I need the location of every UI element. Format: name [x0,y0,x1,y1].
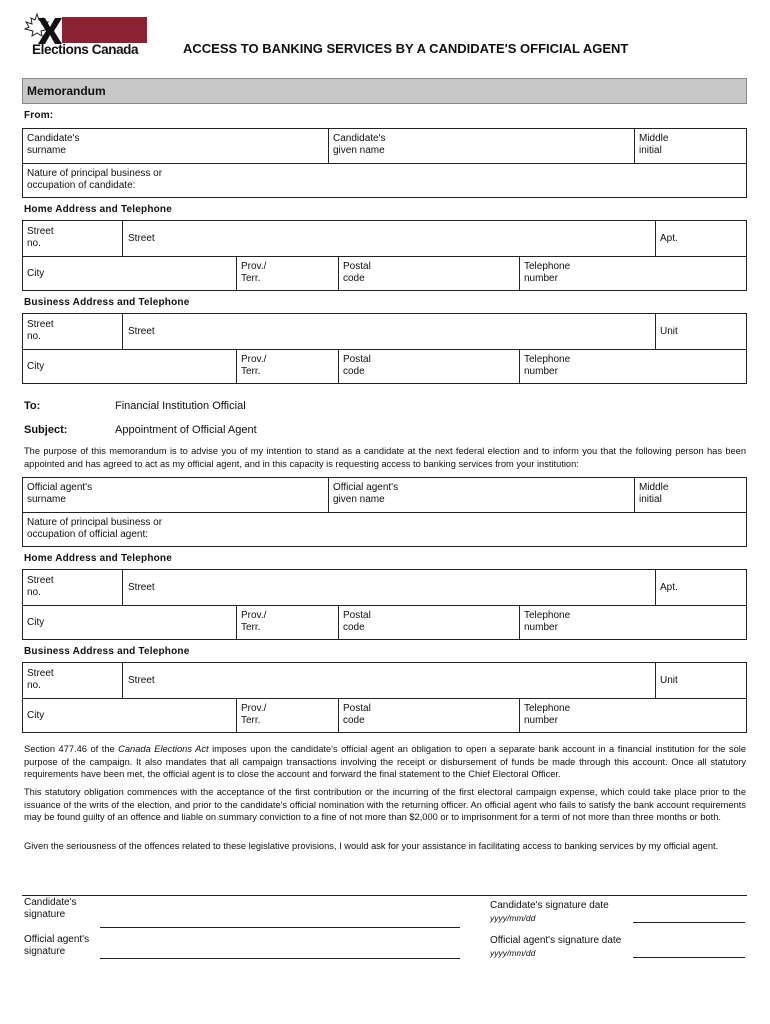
memo-heading: Memorandum [27,84,106,98]
agent-home-prov-field[interactable]: Prov./ Terr. [241,610,267,633]
agent-business-street-field[interactable]: Street [128,675,155,686]
business-prov-field[interactable]: Prov./ Terr. [241,354,267,377]
agent-home-telephone-field[interactable]: Telephone number [524,610,571,633]
purpose-paragraph: The purpose of this memorandum is to advise you of my intention to stand as a candidate at the next federal election and to inform you that the following person has been appointed and has agreed to act as my official agent, and in this capacity is requesting access to banking services from your institution: [24,446,746,469]
logo-brand-bar [62,17,147,43]
candidate-business-address-box [22,313,747,384]
to-label: To: [24,400,41,412]
agent-name-box [22,477,747,547]
candidate-occupation-field[interactable]: Nature of principal business or occupation of candidate: [27,168,163,191]
agent-home-postal-field[interactable]: Postal code [343,610,371,633]
candidate-name-box [22,128,747,198]
agent-business-postal-field[interactable]: Postal code [343,703,371,726]
signature-section-rule [22,895,747,896]
agent-business-telephone-field[interactable]: Telephone number [524,703,571,726]
elections-canada-logo [22,12,152,60]
home-apt-field[interactable]: Apt. [660,233,678,244]
business-unit-field[interactable]: Unit [660,326,678,337]
agent-date-label: Official agent's signature date [490,935,622,946]
agent-signature-label: Official agent's signature [24,934,90,957]
agent-business-city-field[interactable]: City [27,710,45,721]
agent-signature-line[interactable] [100,958,460,959]
memo-band [22,78,747,104]
agent-home-city-field[interactable]: City [27,617,45,628]
home-prov-field[interactable]: Prov./ Terr. [241,261,267,284]
agent-home-street-field[interactable]: Street [128,582,155,593]
candidate-signature-label: Candidate's signature [24,897,77,920]
agent-business-street-no-field[interactable]: Street no. [27,668,54,691]
act-name: Canada Elections Act [118,744,209,754]
business-telephone-field[interactable]: Telephone number [524,354,571,377]
agent-business-address-box [22,662,747,733]
agent-home-street-no-field[interactable]: Street no. [27,575,54,598]
candidate-date-label: Candidate's signature date [490,900,609,911]
page-title: ACCESS TO BANKING SERVICES BY A CANDIDATE'S OFFICIAL AGENT [183,41,629,56]
agent-date-format: yyyy/mm/dd [490,948,536,958]
agent-business-prov-field[interactable]: Prov./ Terr. [241,703,267,726]
seriousness-paragraph: Given the seriousness of the offences related to these legislative provisions, I would ask for your assistance in facilitating access to banking services by my official agent. [24,841,719,851]
candidate-surname-field[interactable]: Candidate's surname [27,133,80,156]
agent-signature-date-field[interactable] [633,957,745,958]
from-label: From: [24,110,54,121]
candidate-middle-initial-field[interactable]: Middle initial [639,133,669,156]
obligation-paragraph: This statutory obligation commences with the acceptance of the first contribution or the incurring of the first electoral campaign expense, which could take place prior to the issuance of the writs of the election, and prior to the candidate's official nomination with the returning officer. An official agent who fails to satisfy the bank account requirements may be found guilty of an offence and liable on summary conviction to a fine of not more than $2,000 or to imprisonment for a term of not more than three months or both. [24,787,746,822]
home-city-field[interactable]: City [27,268,45,279]
agent-home-apt-field[interactable]: Apt. [660,582,678,593]
section-prefix: Section 477.46 of the [24,744,119,754]
agent-occupation-field[interactable]: Nature of principal business or occupation of official agent: [27,517,163,540]
candidate-signature-date-field[interactable] [633,922,745,923]
home-street-field[interactable]: Street [128,233,155,244]
home-street-no-field[interactable]: Street no. [27,226,54,249]
agent-given-name-field[interactable]: Official agent's given name [333,482,399,505]
logo-text: Elections Canada [32,42,139,57]
candidate-date-format: yyyy/mm/dd [490,913,536,923]
agent-home-address-box [22,569,747,640]
candidate-business-heading: Business Address and Telephone [24,297,190,308]
business-postal-field[interactable]: Postal code [343,354,371,377]
agent-business-unit-field[interactable]: Unit [660,675,678,686]
business-street-no-field[interactable]: Street no. [27,319,54,342]
agent-surname-field[interactable]: Official agent's surname [27,482,93,505]
agent-middle-initial-field[interactable]: Middle initial [639,482,669,505]
agent-home-heading: Home Address and Telephone [24,553,173,564]
section-paragraph [24,743,746,781]
agent-business-heading: Business Address and Telephone [24,646,190,657]
candidate-home-heading: Home Address and Telephone [24,204,173,215]
subject-label: Subject: [24,424,68,436]
subject-value: Appointment of Official Agent [115,424,257,436]
business-city-field[interactable]: City [27,361,45,372]
candidate-signature-line[interactable] [100,927,460,928]
home-postal-field[interactable]: Postal code [343,261,371,284]
candidate-given-name-field[interactable]: Candidate's given name [333,133,386,156]
candidate-home-address-box [22,220,747,291]
to-value: Financial Institution Official [115,400,246,412]
section-rest: imposes upon the candidate's official agent an obligation to open a separate bank account in a financial institution for the sole purpose of the campaign. It also mandates that all campaign transactions involving the receipt or disbursement of funds be made through this account. Once all statutory requirements have been met, the official agent is to close the account and forward the final statement to the Chief Electoral Officer. [24,744,746,779]
home-telephone-field[interactable]: Telephone number [524,261,571,284]
business-street-field[interactable]: Street [128,326,155,337]
